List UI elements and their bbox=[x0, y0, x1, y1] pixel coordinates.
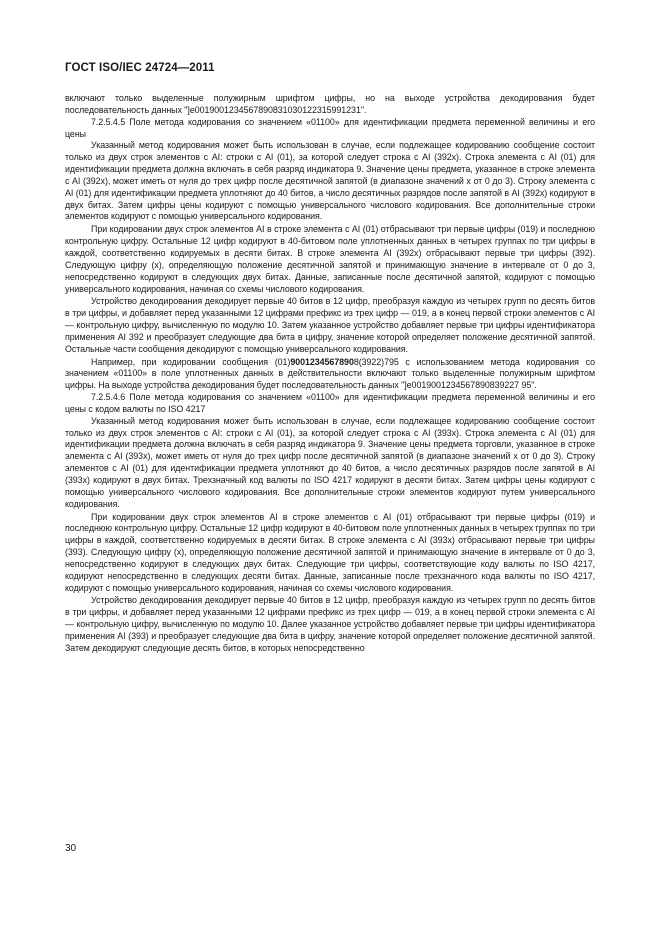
document-body bbox=[65, 93, 595, 655]
paragraph: Устройство декодирования декодирует первые 40 битов в 12 цифр, преобразуя каждую из четырех групп по десять битов в три цифры, и добавляет перед указанными 12 цифрами префикс из трех цифр — 019, а в конец первой строки элементов с AI — контрольную цифру, вычисленную по модулю 10. Затем указанное устройство добавляет первые три цифры идентификатора применения AI 392 и преобразует следующие два бита в цифру, значение которой определяет положение десятичной запятой. Остальные части сообщения декодируют с помощью универсального кодирования. bbox=[65, 296, 595, 354]
section-heading-7-2-5-4-5: 7.2.5.4.5 Поле метода кодирования со значением «01100» для идентификации предмета переменной величины и его цены bbox=[65, 116, 595, 139]
example-text-before: Например, при кодировании сообщения (01) bbox=[91, 356, 291, 367]
example-text-after: 8(3922)795 с использованием метода кодирования со значением «01100» в поле уплотненных данных в действительности включают только выделенные полужирным шрифтом цифры. На выходе устройства декодирования будет последовательность данных "]e0019001234567890839227 95". bbox=[65, 356, 595, 391]
paragraph: При кодировании двух строк элементов AI в строке элемента с AI (01) отбрасывают три первые цифры (019) и последнюю контрольную цифру. Остальные 12 цифр кодируют в 40-битовом поле уплотненных данных в четырех группах по три цифры в каждой, соответственно кодируемых в десяти битах. В строке элемента AI (392x) отбрасывают первые три цифры (392). Следующую цифру (x), определяющую положение десятичной запятой и принимающую значение в интервале от 0 до 3, непосредственно кодируют в следующих двух битах. Данные, записанные после десятичной запятой, кодируют с помощью универсального кодирования, начиная со схемы числового кодирования. bbox=[65, 224, 595, 294]
paragraph: Указанный метод кодирования может быть использован в случае, если подлежащее кодированию сообщение состоит только из двух строк элементов с AI: строки с AI (01), за которой следует строка с AI (392x). Строка элемента с AI (01) для идентификации предмета должна включать в себя разряд индикатора 9. Значение цены предмета, указанное в строке элемента с AI (392x), может иметь от нуля до трех цифр после десятичной запятой (в диапазоне значений x от 0 до 3). Строку элемента с AI (01) для идентификации предмета уплотняют до 40 битов, а число десятичных разрядов после запятой в AI (392x) кодируют в двух битах. Затем цифры цены кодируют с помощью универсального числового кодирования. Все дополнительные строки элементов кодируют с помощью универсального кодирования. bbox=[65, 140, 595, 222]
paragraph: Устройство декодирования декодирует первые 40 битов в 12 цифр, преобразуя каждую из четырех групп по десять битов в три цифры, и добавляет перед указанными 12 цифрами префикс из трех цифр — 019, а в конец первой строки элемента с AI — контрольную цифру, вычисленную по модулю 10. Далее указанное устройство добавляет первые три цифры идентификатора применения AI (393) и преобразует следующие два бита в цифру, значение которой определяет положение десятичной запятой. Затем декодируют следующие десять битов, в которых непосредственно bbox=[65, 595, 595, 653]
example-bold-digits: 9001234567890 bbox=[290, 356, 354, 367]
paragraph-continuation: включают только выделенные полужирным шрифтом цифры, но на выходе устройства декодирования будет последовательность данных "]e0019001234567890831030122315991231". bbox=[65, 93, 595, 115]
section-heading-7-2-5-4-6: 7.2.5.4.6 Поле метода кодирования со значением «01100» для идентификации предмета переменной величины и его цены с кодом валюты по ISO 4217 bbox=[65, 392, 595, 414]
paragraph: Указанный метод кодирования может быть использован в случае, если подлежащее кодированию сообщение состоит только из двух строк элементов с AI: строки с AI (01), за которой следует строка с AI (393x). Строка элемента с AI (01) для идентификации предмета должна включать в себя разряд индикатора 9. Значение цены предмета торговли, указанное в строке элемента с AI (393x), может иметь от нуля до трех цифр после десятичной запятой (в диапазоне значений x от 0 до 3). Строку элементов с AI (01) для идентификации предмета уплотняют до 40 битов, а число десятичных разрядов после запятой в AI (393x) кодируют в двух битах. Трехзначный код валюты по ISO 4217 кодируют в десяти битах. Затем цифры цены кодируют с помощью универсального числового кодирования. Все дополнительные строки элементов кодируют путем универсального кодирования. bbox=[65, 415, 595, 509]
page-number: 30 bbox=[65, 843, 77, 854]
paragraph-example bbox=[65, 357, 595, 393]
paragraph: При кодировании двух строк элементов AI в строке элементов с AI (01) отбрасывают три первые цифры (019) и последнюю контрольную цифру. Остальные 12 цифр кодируют в 40-битовом поле уплотненных данных в четырех группах по три цифры в каждой, соответственно кодируемых в десяти битах. В строке элемента с AI (393x) отбрасывают первые три цифры (393). Следующую цифру (x), определяющую положение десятичной запятой и принимающую значение в интервале от 0 до 3, непосредственно кодируют в следующих двух битах. Следующие три цифры, соответствующие коду валюты по ISO 4217, кодируют непосредственно в следующих десяти битах. Данные, записанные после трехзначного кода валюты по ISO 4217, кодируют с помощью универсального кодирования, начиная со схемы числового кодирования. bbox=[65, 511, 595, 593]
document-header: ГОСТ ISO/IEC 24724—2011 bbox=[65, 62, 215, 74]
